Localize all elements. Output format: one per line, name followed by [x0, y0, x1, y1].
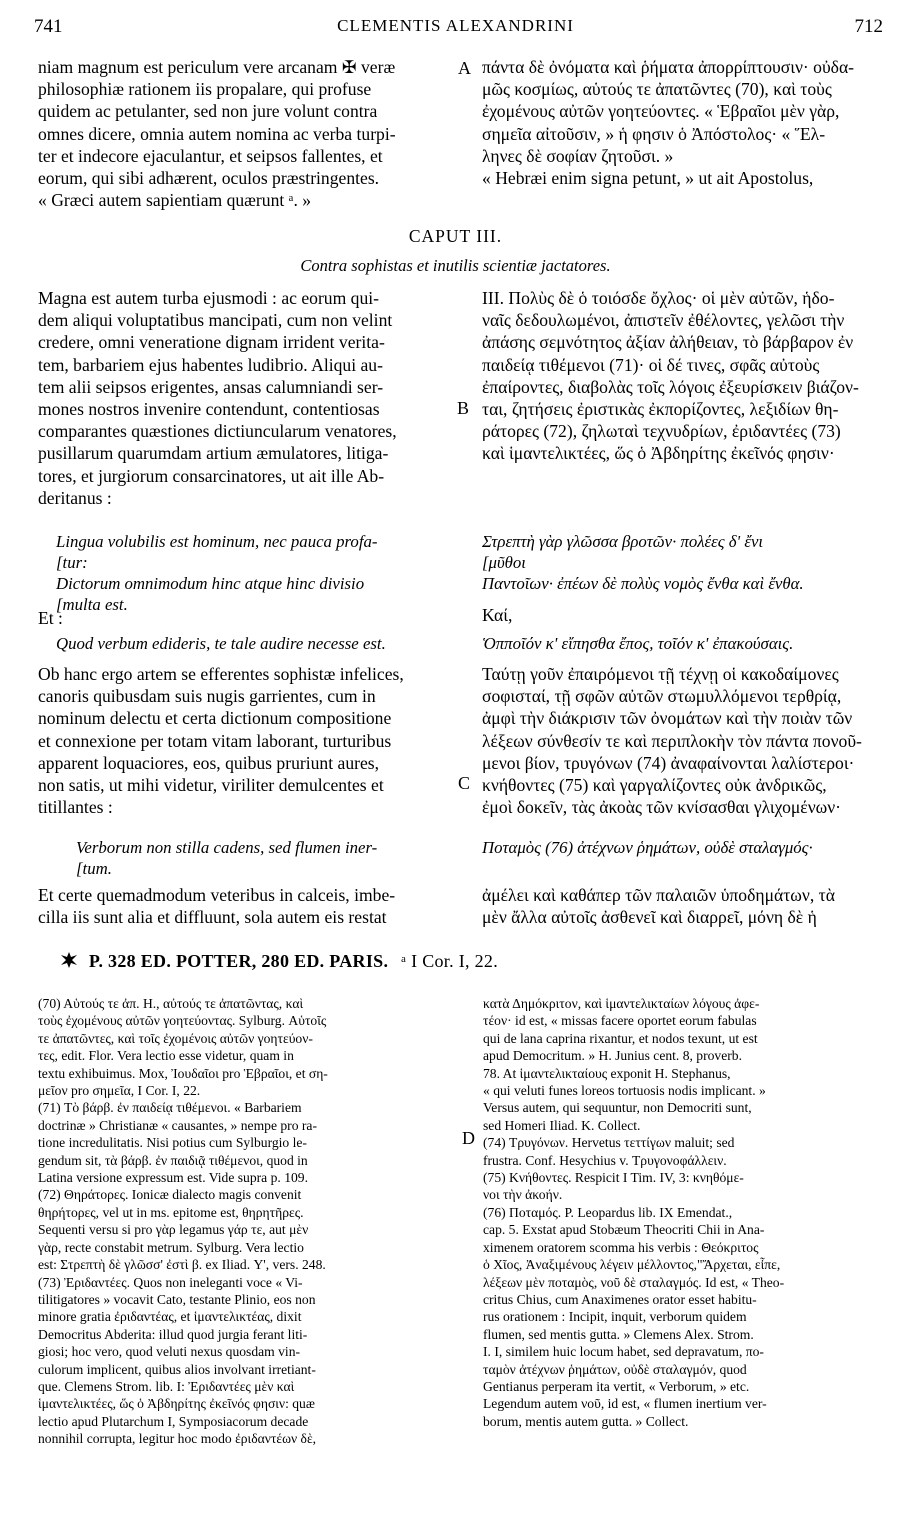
page-number-right: 712 — [854, 16, 883, 37]
et-label-latin: Et : — [38, 608, 63, 628]
verse2-greek: Ὁπποῖόν κ' εἴπησθα ἔπος, τοῖόν κ' ἐπακούσαις. — [482, 634, 794, 653]
margin-letter-c: C — [458, 773, 471, 793]
top-latin-text: niam magnum est periculum vere arcanam ✠ veræ philosophiæ rationem iis propalare, qui profuse quidem ac petulanter, sed non jure volunt contra omnes dicere, omnia autem nomina ac verba turpi- ter et indecore ejaculantur, et seipsos fallentes, et eorum, qui sibi adhærent, oculos præstringentes. « Græci autem sapientiam quærunt ᵃ. » — [38, 57, 396, 211]
verse3-greek: Ποταμὸς (76) ἀτέχνων ῥημάτων, οὐδὲ σταλαγμός· — [482, 838, 813, 857]
section3-greek: ἀμέλει καὶ καθάπερ τῶν παλαιῶν ὑποδημάτων, τὰ μὲν ἄλλα αὐτοῖς ἀσθενεῖ καὶ διαρρεῖ, μόνη δὲ ἡ — [482, 885, 835, 928]
margin-letter-b: B — [457, 398, 470, 418]
section1-latin: Magna est autem turba ejusmodi : ac eorum qui- dem aliqui voluptatibus mancipati, cum non velint credere, omni veneratione dignam irrident verita- tem, barbariem ejus habentes ludibrio. Aliqui au- tem alii seipsos erigentes, ansas calumniandi ser- mones nostros invenire contendunt, contentiosas comparantes quæstiones dictiuncularum venatores, pusillarum quarumdam artium æmulatores, litiga- tores, et jurgiorum consarcinatores, ut ait ille Ab- deritanus : — [38, 288, 397, 508]
edition-reference: P. 328 ED. POTTER, 280 ED. PARIS. — [88, 951, 389, 971]
chapter-title: CAPUT III. — [408, 226, 503, 246]
section3-latin: Et certe quemadmodum veteribus in calceis, imbe- cilla iis sunt alia et diffluunt, sola autem eis restat — [38, 885, 396, 928]
edition-footline — [60, 951, 498, 972]
section1-greek: III. Πολὺς δὲ ὁ τοιόσδε ὄχλος· οἱ μὲν αὐτῶν, ἡδο- ναῖς δεδουλωμένοι, ἀπιστεῖν ἐθέλοντες, γελῶσι τὴν ἀπάσης σεμνότητος ἀξίαν ἀλήθειαν, τὸ βάρβαρον ἐν παιδείᾳ τιθέμενοι (71)· οἱ δέ τινες, σφᾶς αὐτοὺς ἐπαίροντες, διαβολὰς τοῖς λόγοις ἐξευρίσκειν βιάζον- ται, ζητήσεις ἐριστικὰς ἐκπορίζοντες, λεξιδίων θη- ράτορες (72), ζηλωταὶ τεχνυδρίων, ἐριδαντέες (73) καὶ ἱμαντελικτέες, ὥς ὁ Ἀβδηρίτης ἐκεῖνός φησιν· — [482, 288, 859, 464]
chapter-subtitle: Contra sophistas et inutilis scientiæ jactatores. — [300, 256, 611, 275]
section2-greek: Ταύτῃ γοῦν ἐπαιρόμενοι τῇ τέχνῃ οἱ κακοδαίμονες σοφισταί, τῇ σφῶν αὐτῶν στωμυλλόμενοι τερθρίᾳ, ἀμφὶ τὴν διάκρισιν τῶν ὀνομάτων καὶ τὴν ποιὰν τῶν λέξεων σύνθεσίν τε καὶ περιπλοκὴν τὸν πάντα πονοῦ- μενοι βίον, τρυγόνων (74) ἀναφαίνονται λαλίστεροι· κνήθοντες (75) καὶ γαργαλίζοντες οὐκ ἀνδρικῶς, ἐμοὶ δοκεῖν, τὰς ἀκοὰς τῶν κνίσασθαι γλιχομένων· — [482, 664, 862, 818]
verse2-latin: Quod verbum edideris, te tale audire necesse est. — [56, 634, 386, 653]
verse3-latin: Verborum non stilla cadens, sed flumen iner- [tum. — [76, 838, 378, 878]
running-title: CLEMENTIS ALEXANDRINI — [337, 16, 574, 35]
margin-letter-d: D — [462, 1128, 475, 1148]
margin-letter-a: A — [458, 58, 471, 78]
verse1-greek: Στρεπτὴ γὰρ γλῶσσα βροτῶν· πολέες δ' ἔνι [μῦθοι Παντοῖων· ἐπέων δὲ πολὺς νομὸς ἔνθα καὶ ἔνθα. — [482, 532, 804, 593]
verse1-latin: Lingua volubilis est hominum, nec pauca profa- [tur: Dictorum omnimodum hinc atque hinc divisio [multa est. — [56, 532, 378, 614]
page-number-left: 741 — [34, 16, 63, 37]
running-header — [0, 16, 911, 46]
et-label-greek: Καί, — [482, 605, 513, 625]
section2-latin: Ob hanc ergo artem se efferentes sophistæ infelices, canoris quibusdam suis nugis garrientes, cum in nominum delectu et certa dictionum compositione et connexione per totam vitam laborant, turturibus apparent loquaciores, eos, quibus pruriunt aures, non satis, ut mihi videtur, viriliter demulcentes et titillantes : — [38, 664, 404, 818]
maltese-cross-icon — [60, 951, 78, 969]
scripture-reference: ᵃ I Cor. I, 22. — [401, 951, 498, 971]
top-greek-text: πάντα δὲ ὀνόματα καὶ ῥήματα ἀπορρίπτουσιν· οὐδα- μῶς κοσμίως, αὑτούς τε ἀπατῶντες (70), καὶ τοὺς ἐχομένους αὐτῶν γοητεύοντες. « Ἑβραῖοι μὲν γὰρ, σημεῖα αἰτοῦσιν, » ἡ φησιν ὁ Ἀπόστολος· « Ἕλ- ληνες δὲ σοφίαν ζητοῦσι. » « Hebræi enim signa petunt, » ut ait Apostolus, — [482, 57, 855, 189]
footnotes-right: κατὰ Δημόκριτον, καὶ ἱμαντελικταίων λόγους ἀφε- τέον· id est, « missas facere oportet eorum fabulas qui de lana caprina rixantur, et nodos texunt, ut est apud Democritum. » H. Junius cent. 8, proverb. 78. At ἱμαντελικταίους exponit H. Stephanus, « qui veluti funes loreos tortuosis nodis implicant. » Versus autem, qui sequuntur, non Democriti sunt, sed Homeri Iliad. K. Collect. (74) Τρυγόνων. Hervetus τεττίγων maluit; sed frustra. Conf. Hesychius v. Τρυγονοφάλλειν. (75) Κνήθοντες. Respicit I Tim. IV, 3: κνηθόμε- νοι τὴν ἀκοήν. (76) Ποταμός. P. Leopardus lib. IX Emendat., cap. 5. Exstat apud Stobæum Theocriti Chii in Ana- ximenem oratorem scomma his verbis : Θεόκριτος ὁ Χῖος, Ἀναξιμένους λέγειν μέλλοντος,"Ἄρχεται, εἶπε, λέξεων μὲν ποταμὸς, νοῦ δὲ σταλαγμός. Id est, « Theo- critus Chius, cum Anaximenes orator esset habitu- rus orationem : Incipit, inquit, verborum quidem flumen, sed mentis gutta. » Clemens Alex. Strom. I. I, similem huic locum habet, sed depravatum, πο- ταμὸν ἀτέχνων ῥημάτων, οὐδὲ σταλαγμόν, quod Gentianus perperam ita vertit, « Verborum, » etc. Legendum autem νοῦ, id est, « flumen inertium ver- borum, mentis autem gutta. » Collect. — [483, 996, 785, 1429]
footnotes-left: (70) Αὑτούς τε ἀπ. Η., αὐτούς τε ἀπατῶντας, καὶ τοὺς ἐχομένους αὐτῶν γοητεύοντας. Sylburg. Αὑτοῖς τε ἀπατῶντες, καὶ τοῖς ἐχομένοις αὐτῶν γοητεύον- τες, edit. Flor. Vera lectio esse videtur, quam in textu exhibuimus. Mox, Ἰουδαῖοι pro Ἑβραῖοι, et ση- μεῖον pro σημεῖα, I Cor. I, 22. (71) Τὸ βάρβ. ἐν παιδείᾳ τιθέμενοι. « Barbariem doctrinæ » Christianæ « causantes, » nempe pro ra- tione incredulitatis. Nisi potius cum Sylburgio le- gendum sit, τὰ βάρβ. ἐν παιδιᾷ τιθέμενοι, quod in Latina versione expressum est. Vide supra p. 109. (72) Θηράτορες. Ionicæ dialecto magis convenit θηρήτορες, vel ut in ms. epitome est, θηρητῆρες. Sequenti versu si pro γὰρ legamus γάρ τε, aut μὲν γὰρ, recte constabit metrum. Sylburg. Vera lectio est: Στρεπτὴ δὲ γλῶσσ' ἐστὶ β. ex Iliad. Υ', vers. 248. (73) Ἐριδαντέες. Quos non ineleganti voce « Vi- tilitigatores » vocavit Cato, testante Plinio, eos non minore gratia ἐριδαντέας, et ἱμαντελικτέας, dixit Democritus Abderita: illud quod jurgia ferant liti- giosi; hoc vero, quod veluti nexus quosdam vin- culorum implicent, quibus alios involvant irretiant- que. Clemens Strom. lib. I: Ἐριδαντέες μὲν καὶ ἱμαντελικτέες, ὥς ὁ Ἀβδηρίτης ἐκεῖνός φησιν: quæ lectio apud Plutarchum I, Symposiacorum decade nonnihil corrupta, legitur hoc modo ἐριδαντέων δὲ, — [38, 996, 328, 1447]
